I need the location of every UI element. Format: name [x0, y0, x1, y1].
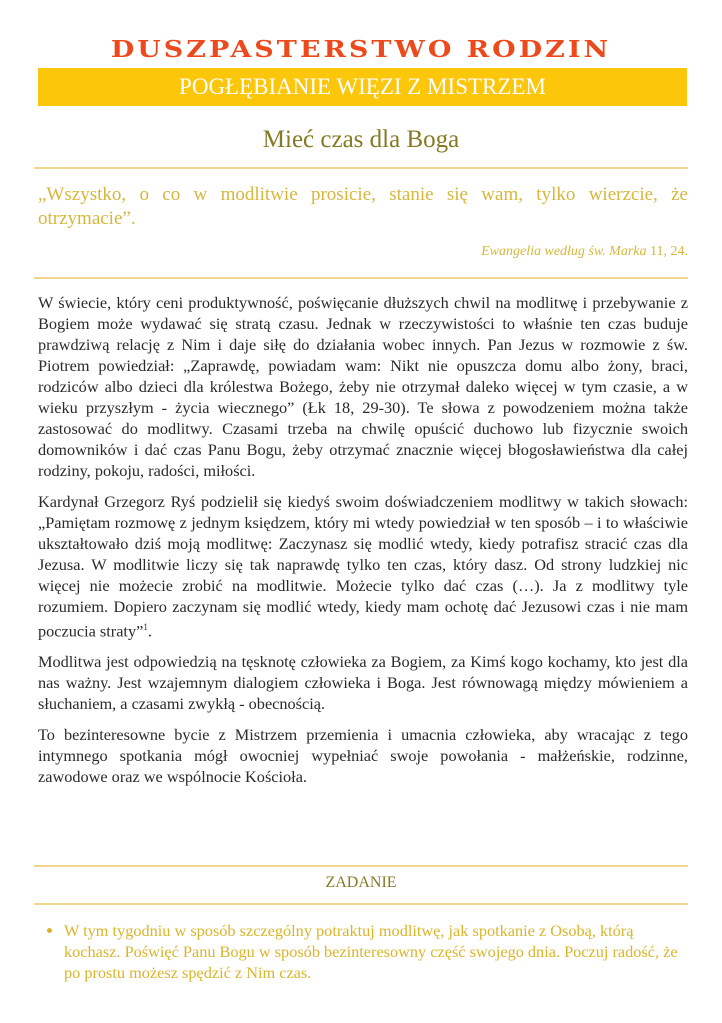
paragraph-text: Kardynał Grzegorz Ryś podzielił się kiedyś swoim doświadczeniem modlitwy w takich słowach: „Pamiętam rozmowę z jednym księdzem, który mi wtedy powiedział w ten sposób – i to właściwie ukształtowało dziś moją modlitwę: Zaczynasz się modlić wtedy, kiedy potrafisz stracić czas dla Jezusa. W modlitwie liczy się tak naprawdę tylko ten czas, który dasz. Od strony ludzkiej nic więcej nie możecie zrobić na modlitwie. Możecie tylko dać czas (…). Ja z modlitwy tyle rozumiem. Dopiero zaczynam się modlić wtedy, kiedy mam ochotę dać Jezusowi czas i nie mam poczucia straty”	[38, 492, 688, 641]
divider	[34, 167, 688, 169]
paragraph	[38, 491, 688, 641]
paragraph: W świecie, który ceni produktywność, poświęcanie dłuższych chwil na modlitwę i przebywanie z Bogiem może wydawać się stratą czasu. Jednak w rzeczywistości to właśnie ten czas buduje prawdziwą relację z Nim i daje siłę do działania wobec innych. Pan Jezus w rozmowie z św. Piotrem powiedział: „Zaprawdę, powiadam wam: Nikt nie opuszcza domu albo żony, braci, rodziców albo dzieci dla królestwa Bożego, żeby nie otrzymał daleko więcej w tym czasie, a w wieku przyszłym - życia wiecznego” (Łk 18, 29-30). Te słowa z powodzeniem można także zastosować do modlitwy. Czasami trzeba na chwilę opuścić duchowo lub fizycznie swoich domowników i dać czas Panu Bogu, żeby otrzymać znacznie więcej błogosławieństwa dla całej rodziny, pokoju, radości, miłości.	[38, 293, 688, 480]
page-title: Mieć czas dla Boga	[262, 126, 460, 153]
body-text	[38, 292, 688, 797]
scripture-quote: „Wszystko, o co w modlitwie prosicie, stanie się wam, tylko wierzcie, że otrzymacie”.	[38, 184, 688, 229]
brand-title: DUSZPASTERSTWO RODZIN	[110, 36, 612, 63]
task-item: • W tym tygodniu w sposób szczególny potraktuj modlitwę, jak spotkanie z Osobą, którą kochasz. Poświęć Panu Bogu w sposób bezinteresowny część swojego dnia. Poczuj radość, że po prostu możesz spędzić z Nim czas.	[64, 920, 688, 983]
footnote-mark: 1	[143, 622, 148, 632]
quote-source	[38, 244, 688, 260]
divider	[34, 865, 688, 867]
quote-source-book: Ewangelia według św. Marka	[481, 244, 647, 259]
quote-source-ref: 11, 24.	[646, 244, 688, 259]
divider	[34, 277, 688, 279]
divider	[34, 903, 688, 905]
paragraph: Modlitwa jest odpowiedzią na tęsknotę człowieka za Bogiem, za Kimś kogo kochamy, kto jest dla nas ważny. Jest wzajemnym dialogiem człowieka i Boga. Jest równowagą między mówieniem a słuchaniem, a czasami zwykłą - obecnością.	[38, 652, 688, 714]
paragraph: To bezinteresowne bycie z Mistrzem przemienia i umacnia człowieka, aby wracając z tego intymnego spotkania mógł owocniej wypełniać swoje powołania - małżeńskie, rodzinne, zawodowe oraz we wspólnocie Kościoła.	[38, 725, 688, 787]
subtitle-banner: POGŁĘBIANIE WIĘZI Z MISTRZEM	[38, 68, 687, 106]
paragraph-end: .	[147, 621, 152, 641]
task-heading: ZADANIE	[325, 874, 397, 891]
task-list	[38, 920, 688, 983]
